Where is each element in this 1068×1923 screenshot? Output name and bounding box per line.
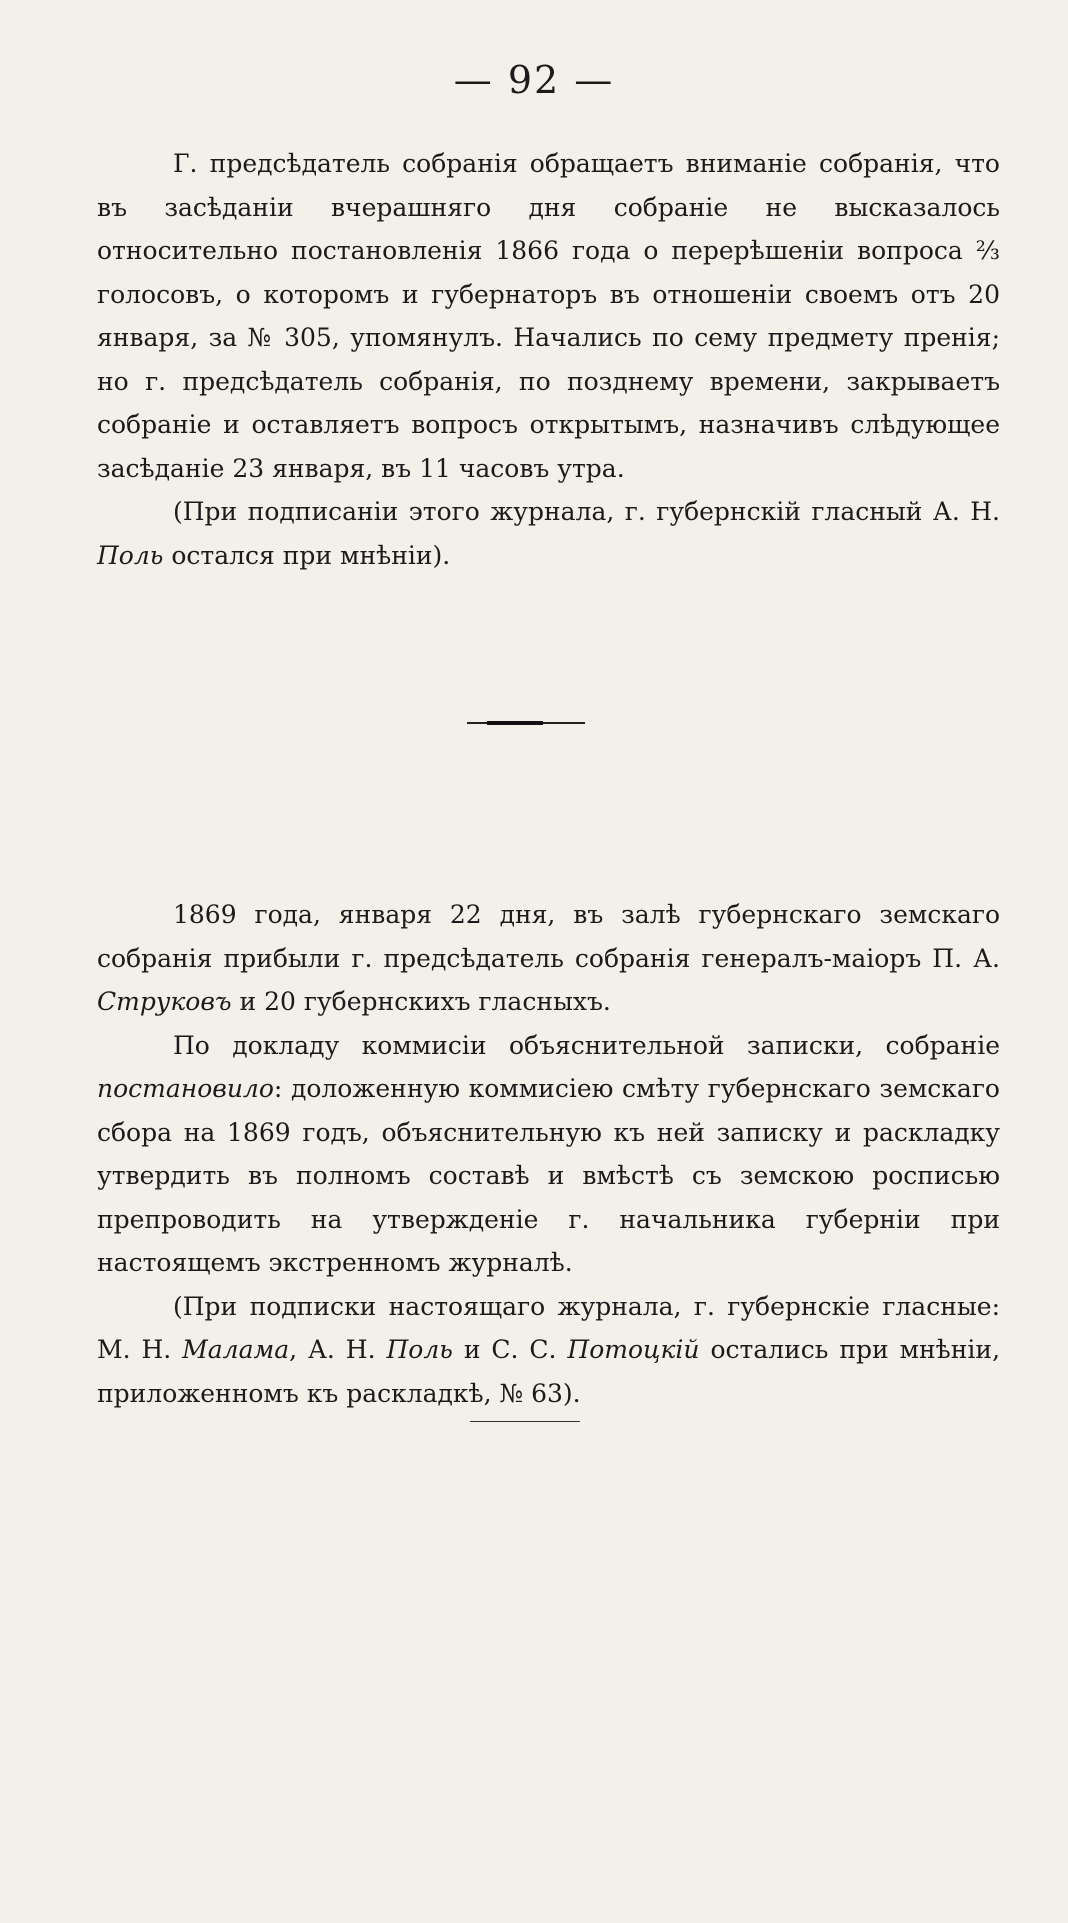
member-name-potocky: Потоцкій (567, 1335, 700, 1364)
section-divider (467, 722, 585, 724)
signing-note-1-start: (При подписаніи этого журнала, г. губернскій гласный А. Н. (173, 497, 1000, 526)
chairman-name-strukov: Струковъ (97, 987, 232, 1016)
member-name-pol-2: Поль (386, 1335, 453, 1364)
session-opening-end: и 20 губернскихъ гласныхъ. (239, 987, 611, 1016)
section-divider-accent (487, 721, 543, 725)
paragraph-chairman-remark: Г. предсѣдатель собранія обращаетъ вниманіе собранія, что въ засѣданіи вчерашняго дня собраніе не высказалось относительно постановленія 1866 года о перерѣшеніи вопроса ⅔ голосовъ, о которомъ и губернаторъ въ отношеніи своемъ отъ 20 января, за № 305, упомянулъ. Начались по сему предмету пренія; но г. предсѣдатель собранія, по позднему времени, закрываетъ собраніе и оставляетъ вопросъ открытымъ, назначивъ слѣдующее засѣданіе 23 января, въ 11 часовъ утра. (97, 149, 1000, 483)
session-opening-start: 1869 года, января 22 дня, въ залѣ губернскаго земскаго собранія прибыли г. предсѣдатель собранія генералъ-маіоръ П. А. (97, 900, 1000, 973)
signing-note-2 (97, 1285, 1000, 1416)
paragraph-resolution (97, 1024, 1000, 1285)
member-name-pol: Поль (97, 540, 164, 570)
resolution-start: По докладу коммисіи объяснительной записки, собраніе (173, 1030, 1000, 1060)
signing-note-2-part2: , А. Н. (289, 1335, 376, 1364)
resolution-verb: постановило (97, 1074, 274, 1103)
signing-note-1-end: остался при мнѣніи). (171, 540, 451, 570)
signing-note-2-part3: и С. С. (463, 1335, 557, 1364)
journal-section-jan-21 (97, 142, 1000, 577)
page-number: — 92 — (453, 58, 615, 102)
signing-note-1 (97, 490, 1000, 577)
end-divider (470, 1421, 580, 1422)
resolution-end: : доложенную коммисіею смѣту губернскаго земскаго сбора на 1869 годъ, объяснительную къ ней записку и раскладку утвердить въ полномъ составѣ и вмѣстѣ съ земскою росписью препроводить на утвержденіе г. начальника губерніи при настоящемъ экстренномъ журналѣ. (97, 1074, 1000, 1277)
signing-note-2-part4: остались при мнѣніи, приложенномъ къ раскладкѣ, № 63). (97, 1335, 1001, 1408)
paragraph-session-opening (97, 893, 1000, 1024)
signing-note-2-part1: (При подписки настоящаго журнала, г. губернскіе гласные: М. Н. (97, 1291, 1000, 1364)
journal-section-jan-22 (97, 893, 1000, 1415)
member-name-malama: Малама (182, 1335, 290, 1364)
